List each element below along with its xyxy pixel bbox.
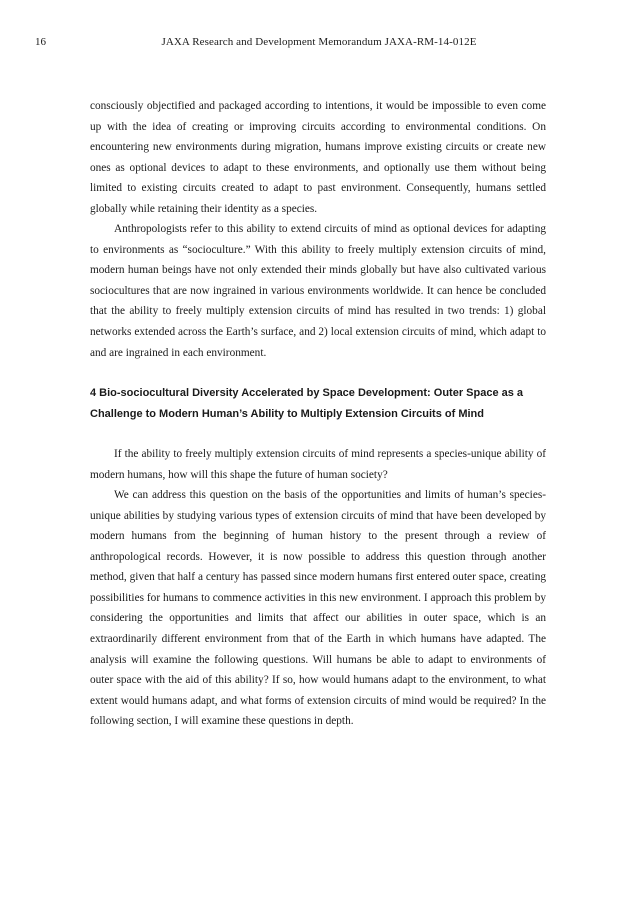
body-paragraph: We can address this question on the basis of the opportunities and limits of human’s species-unique abilities by studying various types of extension circuits of mind that have been developed by modern humans from the beginning of human history to the present through a review of anthropological records. However, it is now possible to address this question through another method, given that half a century has passed since modern humans first entered outer space, creating possibilities for humans to commence activities in this new environment. I approach this problem by considering the opportunities and limits that affect our abilities in outer space, which is an extraordinarily different environment from that of the Earth in which humans have adapted. The analysis will examine the following questions. Will humans be able to adapt to environments of outer space with the aid of this ability? If so, how would humans adapt to the environment, to what extent would humans adapt, and what forms of extension circuits of mind would be required? In the following section, I will examine these questions in depth.: [90, 489, 546, 728]
page-header: [0, 36, 638, 56]
section-heading: 4 Bio-sociocultural Diversity Accelerated by Space Development: Outer Space as a Challenge to Modern Human’s Ability to Multiply Extension Circuits of Mind: [90, 387, 524, 421]
body-paragraph: Anthropologists refer to this ability to extend circuits of mind as optional devices for adapting to environments as “socioculture.” With this ability to freely multiply extension circuits of mind, modern human beings have not only extended their minds globally but have also cultivated various sociocultures that are now ingrained in various environments worldwide. It can hence be concluded that the ability to freely multiply extension circuits of mind has resulted in two trends: 1) global networks extended across the Earth’s surface, and 2) local extension circuits of mind, which adapt to and are ingrained in each environment.: [90, 223, 546, 359]
page-body: [90, 96, 546, 732]
body-paragraph: consciously objectified and packaged according to intentions, it would be impossible to even come up with the idea of creating or improving circuits according to environmental conditions. On encountering new environments during migration, humans improve existing circuits or create new ones as optional devices to adapt to these environments, and optionally use them without being limited to existing circuits created to adapt to past environment. Consequently, humans settled globally while retaining their identity as a species.: [90, 100, 546, 215]
running-header: JAXA Research and Development Memorandum JAXA-RM-14-012E: [161, 36, 477, 48]
body-paragraph: If the ability to freely multiply extension circuits of mind represents a species-unique ability of modern humans, how will this shape the future of human society?: [90, 448, 546, 481]
page-number: 16: [35, 36, 46, 48]
